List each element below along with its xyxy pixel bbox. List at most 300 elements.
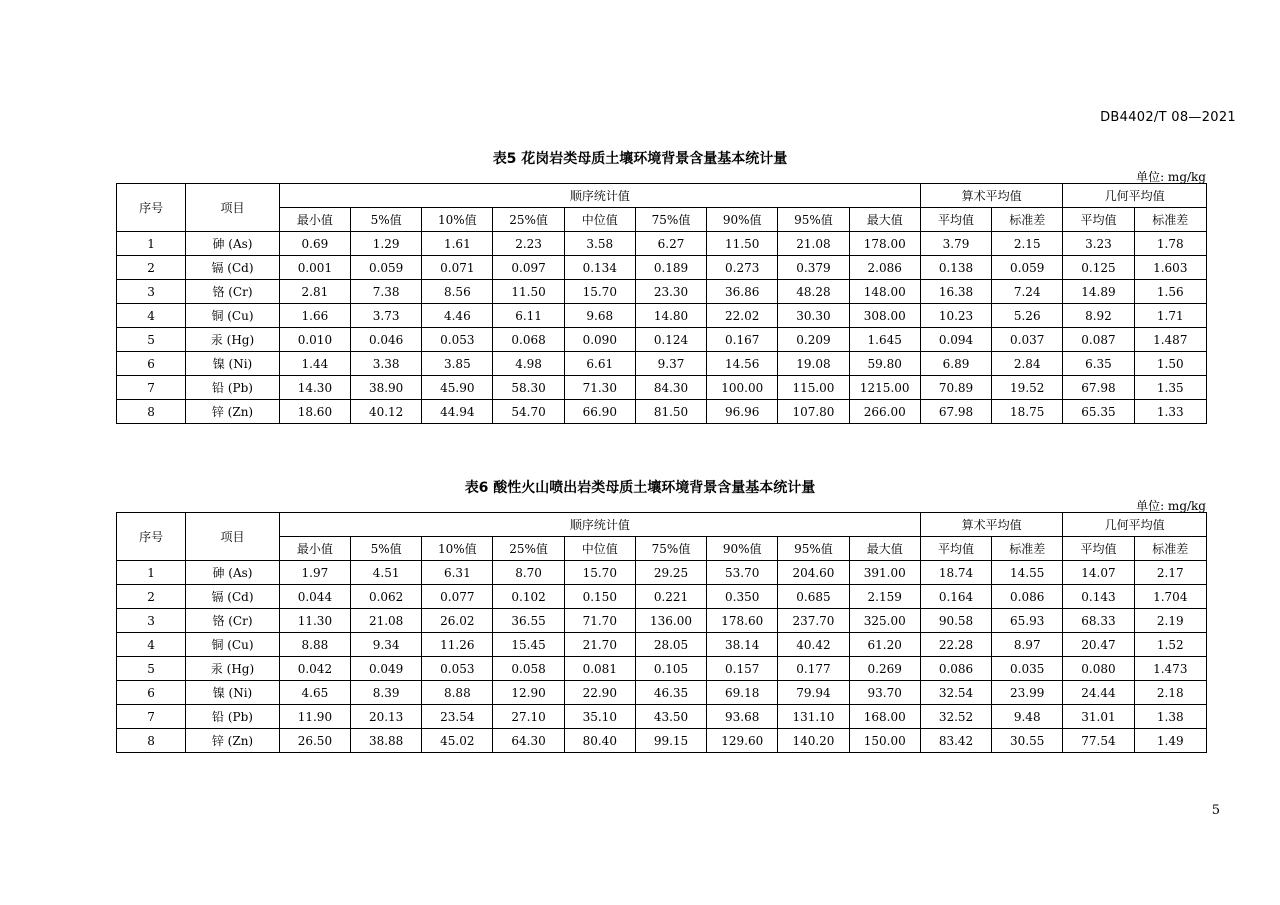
table-row [117,280,1207,304]
row-value: 1.61 [422,232,493,256]
row-value: 0.209 [778,328,849,352]
row-value: 0.001 [279,256,350,280]
header-order-col: 75%值 [635,537,706,561]
row-value: 64.30 [493,729,564,753]
row-value: 2.19 [1134,609,1206,633]
header-order-col: 5%值 [351,537,422,561]
row-value: 22.02 [707,304,778,328]
row-value: 2.159 [849,585,920,609]
row-value: 38.88 [351,729,422,753]
header-row-columns [117,537,1207,561]
header-arith-mean: 算术平均值 [920,513,1062,537]
header-geom-mean: 几何平均值 [1063,184,1207,208]
row-value: 0.077 [422,585,493,609]
row-value: 6.11 [493,304,564,328]
row-value: 18.74 [920,561,991,585]
row-value: 11.90 [279,705,350,729]
header-geom-mean: 几何平均值 [1063,513,1207,537]
table-row [117,400,1207,424]
row-value: 1.645 [849,328,920,352]
row-value: 43.50 [635,705,706,729]
header-geom-col: 平均值 [1063,537,1134,561]
row-value: 8.92 [1063,304,1134,328]
header-row-group [117,513,1207,537]
row-value: 0.269 [849,657,920,681]
row-value: 1.603 [1134,256,1206,280]
row-value: 12.90 [493,681,564,705]
row-value: 21.08 [351,609,422,633]
row-value: 48.28 [778,280,849,304]
row-item: 锌 (Zn) [186,729,280,753]
header-order-col: 95%值 [778,537,849,561]
row-value: 2.23 [493,232,564,256]
row-value: 3.23 [1063,232,1134,256]
row-value: 1.44 [279,352,350,376]
header-item: 项目 [186,184,280,232]
header-arith-col: 平均值 [920,208,991,232]
row-value: 131.10 [778,705,849,729]
row-value: 1.33 [1134,400,1206,424]
row-value: 93.68 [707,705,778,729]
row-value: 58.30 [493,376,564,400]
row-item: 汞 (Hg) [186,657,280,681]
row-value: 35.10 [564,705,635,729]
row-value: 19.52 [992,376,1063,400]
row-seq: 4 [117,304,186,328]
row-value: 4.65 [279,681,350,705]
header-geom-col: 标准差 [1134,537,1206,561]
row-seq: 4 [117,633,186,657]
header-order-col: 5%值 [351,208,422,232]
row-value: 100.00 [707,376,778,400]
row-item: 铅 (Pb) [186,705,280,729]
header-order-stats: 顺序统计值 [279,184,920,208]
row-value: 0.086 [992,585,1063,609]
row-value: 3.73 [351,304,422,328]
row-value: 178.00 [849,232,920,256]
header-order-col: 最大值 [849,537,920,561]
row-value: 0.125 [1063,256,1134,280]
header-order-col: 中位值 [564,537,635,561]
row-value: 107.80 [778,400,849,424]
row-value: 32.54 [920,681,991,705]
header-order-stats: 顺序统计值 [279,513,920,537]
row-value: 325.00 [849,609,920,633]
row-value: 0.090 [564,328,635,352]
row-value: 81.50 [635,400,706,424]
row-value: 8.88 [422,681,493,705]
row-value: 45.90 [422,376,493,400]
row-value: 40.12 [351,400,422,424]
row-seq: 6 [117,681,186,705]
row-value: 0.058 [493,657,564,681]
row-value: 8.97 [992,633,1063,657]
row-value: 1.50 [1134,352,1206,376]
table6-title: 表6 酸性火山喷出岩类母质土壤环境背景含量基本统计量 [464,480,816,496]
row-value: 6.61 [564,352,635,376]
header-row-columns [117,208,1207,232]
row-value: 0.379 [778,256,849,280]
row-item: 铬 (Cr) [186,280,280,304]
row-item: 铅 (Pb) [186,376,280,400]
row-value: 148.00 [849,280,920,304]
row-value: 1.35 [1134,376,1206,400]
row-value: 45.02 [422,729,493,753]
row-seq: 8 [117,729,186,753]
row-value: 59.80 [849,352,920,376]
header-order-col: 最小值 [279,208,350,232]
row-value: 26.50 [279,729,350,753]
header-arith-col: 平均值 [920,537,991,561]
row-value: 54.70 [493,400,564,424]
table-row [117,705,1207,729]
row-value: 79.94 [778,681,849,705]
row-item: 镍 (Ni) [186,352,280,376]
header-arith-col: 标准差 [992,537,1063,561]
row-value: 21.70 [564,633,635,657]
table-row [117,328,1207,352]
row-value: 4.98 [493,352,564,376]
row-value: 68.33 [1063,609,1134,633]
table-row [117,304,1207,328]
table-row [117,352,1207,376]
header-order-col: 95%值 [778,208,849,232]
row-value: 4.51 [351,561,422,585]
row-item: 汞 (Hg) [186,328,280,352]
row-item: 砷 (As) [186,232,280,256]
row-value: 38.90 [351,376,422,400]
table-row [117,657,1207,681]
row-value: 71.70 [564,609,635,633]
row-item: 铜 (Cu) [186,633,280,657]
row-value: 14.56 [707,352,778,376]
header-row-group [117,184,1207,208]
table5-title: 表5 花岗岩类母质土壤环境背景含量基本统计量 [492,151,788,167]
row-value: 2.17 [1134,561,1206,585]
table-row [117,633,1207,657]
row-value: 129.60 [707,729,778,753]
row-value: 23.30 [635,280,706,304]
row-value: 67.98 [920,400,991,424]
row-seq: 7 [117,376,186,400]
row-value: 2.086 [849,256,920,280]
row-value: 1.38 [1134,705,1206,729]
row-value: 61.20 [849,633,920,657]
row-value: 84.30 [635,376,706,400]
row-value: 83.42 [920,729,991,753]
page-number: 5 [1211,803,1220,818]
row-value: 0.044 [279,585,350,609]
header-geom-col: 平均值 [1063,208,1134,232]
row-value: 0.69 [279,232,350,256]
row-value: 204.60 [778,561,849,585]
row-value: 0.087 [1063,328,1134,352]
row-value: 1.52 [1134,633,1206,657]
table-row [117,609,1207,633]
row-seq: 5 [117,328,186,352]
row-seq: 7 [117,705,186,729]
row-value: 22.28 [920,633,991,657]
row-value: 1.71 [1134,304,1206,328]
row-value: 16.38 [920,280,991,304]
row-value: 36.86 [707,280,778,304]
header-order-col: 中位值 [564,208,635,232]
row-value: 1.97 [279,561,350,585]
row-value: 1215.00 [849,376,920,400]
row-value: 0.167 [707,328,778,352]
row-value: 6.89 [920,352,991,376]
row-value: 53.70 [707,561,778,585]
row-value: 0.053 [422,328,493,352]
header-arith-col: 标准差 [992,208,1063,232]
row-value: 1.473 [1134,657,1206,681]
row-item: 锌 (Zn) [186,400,280,424]
row-value: 96.96 [707,400,778,424]
row-value: 9.37 [635,352,706,376]
row-value: 0.102 [493,585,564,609]
row-value: 0.046 [351,328,422,352]
row-value: 237.70 [778,609,849,633]
row-value: 3.85 [422,352,493,376]
row-item: 镉 (Cd) [186,256,280,280]
table-row [117,681,1207,705]
row-value: 46.35 [635,681,706,705]
row-value: 22.90 [564,681,635,705]
row-value: 0.071 [422,256,493,280]
row-value: 40.42 [778,633,849,657]
table6 [116,512,1207,753]
row-value: 3.79 [920,232,991,256]
row-value: 30.55 [992,729,1063,753]
row-value: 0.049 [351,657,422,681]
row-item: 镉 (Cd) [186,585,280,609]
row-value: 29.25 [635,561,706,585]
row-value: 20.47 [1063,633,1134,657]
row-value: 9.68 [564,304,635,328]
row-value: 0.150 [564,585,635,609]
header-seq: 序号 [117,513,186,561]
row-value: 77.54 [1063,729,1134,753]
row-seq: 1 [117,232,186,256]
row-value: 0.273 [707,256,778,280]
row-value: 8.88 [279,633,350,657]
row-value: 3.58 [564,232,635,256]
row-seq: 2 [117,256,186,280]
row-value: 80.40 [564,729,635,753]
row-value: 3.38 [351,352,422,376]
row-value: 24.44 [1063,681,1134,705]
header-order-col: 25%值 [493,208,564,232]
table-row [117,256,1207,280]
row-value: 11.26 [422,633,493,657]
row-value: 14.89 [1063,280,1134,304]
row-value: 31.01 [1063,705,1134,729]
row-value: 1.49 [1134,729,1206,753]
row-value: 1.487 [1134,328,1206,352]
row-value: 0.037 [992,328,1063,352]
row-value: 0.094 [920,328,991,352]
row-value: 69.18 [707,681,778,705]
row-value: 99.15 [635,729,706,753]
row-value: 15.45 [493,633,564,657]
row-item: 砷 (As) [186,561,280,585]
row-value: 11.30 [279,609,350,633]
row-value: 2.15 [992,232,1063,256]
row-value: 11.50 [707,232,778,256]
row-value: 21.08 [778,232,849,256]
row-value: 0.042 [279,657,350,681]
row-seq: 2 [117,585,186,609]
row-value: 0.068 [493,328,564,352]
row-value: 18.60 [279,400,350,424]
row-value: 0.053 [422,657,493,681]
header-seq: 序号 [117,184,186,232]
row-value: 150.00 [849,729,920,753]
table-row [117,561,1207,585]
table6-unit: 单位: mg/kg [1136,499,1206,513]
row-value: 5.26 [992,304,1063,328]
row-value: 15.70 [564,280,635,304]
row-value: 1.66 [279,304,350,328]
row-seq: 8 [117,400,186,424]
row-seq: 3 [117,609,186,633]
row-value: 26.02 [422,609,493,633]
header-order-col: 25%值 [493,537,564,561]
row-value: 178.60 [707,609,778,633]
row-value: 0.350 [707,585,778,609]
row-value: 140.20 [778,729,849,753]
row-value: 2.18 [1134,681,1206,705]
row-value: 1.78 [1134,232,1206,256]
row-value: 14.30 [279,376,350,400]
row-value: 23.99 [992,681,1063,705]
row-value: 1.29 [351,232,422,256]
row-seq: 6 [117,352,186,376]
row-value: 0.134 [564,256,635,280]
row-value: 67.98 [1063,376,1134,400]
header-arith-mean: 算术平均值 [920,184,1062,208]
row-value: 90.58 [920,609,991,633]
row-value: 15.70 [564,561,635,585]
row-seq: 5 [117,657,186,681]
row-value: 0.080 [1063,657,1134,681]
row-value: 14.80 [635,304,706,328]
row-value: 23.54 [422,705,493,729]
row-value: 70.89 [920,376,991,400]
row-value: 0.059 [351,256,422,280]
row-item: 铜 (Cu) [186,304,280,328]
document-code: DB4402/T 08—2021 [1100,110,1236,125]
table5-unit: 单位: mg/kg [1136,170,1206,184]
row-value: 8.56 [422,280,493,304]
row-value: 8.39 [351,681,422,705]
header-order-col: 10%值 [422,537,493,561]
header-order-col: 75%值 [635,208,706,232]
table-row [117,585,1207,609]
row-value: 0.081 [564,657,635,681]
row-value: 20.13 [351,705,422,729]
row-value: 44.94 [422,400,493,424]
row-seq: 1 [117,561,186,585]
table-row [117,232,1207,256]
row-value: 0.164 [920,585,991,609]
row-value: 28.05 [635,633,706,657]
row-value: 93.70 [849,681,920,705]
row-seq: 3 [117,280,186,304]
header-order-col: 最小值 [279,537,350,561]
table-row [117,376,1207,400]
row-value: 32.52 [920,705,991,729]
row-value: 168.00 [849,705,920,729]
row-value: 0.189 [635,256,706,280]
row-value: 2.84 [992,352,1063,376]
row-value: 0.157 [707,657,778,681]
table5 [116,183,1207,424]
row-value: 0.105 [635,657,706,681]
row-value: 6.27 [635,232,706,256]
row-value: 10.23 [920,304,991,328]
row-value: 14.07 [1063,561,1134,585]
row-value: 8.70 [493,561,564,585]
row-value: 18.75 [992,400,1063,424]
row-value: 0.059 [992,256,1063,280]
row-value: 14.55 [992,561,1063,585]
header-order-col: 10%值 [422,208,493,232]
row-value: 38.14 [707,633,778,657]
row-value: 19.08 [778,352,849,376]
row-value: 65.35 [1063,400,1134,424]
row-value: 391.00 [849,561,920,585]
header-order-col: 90%值 [707,537,778,561]
header-geom-col: 标准差 [1134,208,1206,232]
row-value: 0.138 [920,256,991,280]
row-value: 65.93 [992,609,1063,633]
row-value: 0.097 [493,256,564,280]
row-value: 0.177 [778,657,849,681]
table-row [117,729,1207,753]
row-value: 0.086 [920,657,991,681]
row-value: 2.81 [279,280,350,304]
row-item: 镍 (Ni) [186,681,280,705]
row-value: 9.34 [351,633,422,657]
row-value: 0.685 [778,585,849,609]
row-value: 11.50 [493,280,564,304]
row-value: 115.00 [778,376,849,400]
row-value: 9.48 [992,705,1063,729]
row-value: 4.46 [422,304,493,328]
row-value: 0.124 [635,328,706,352]
row-value: 71.30 [564,376,635,400]
row-value: 36.55 [493,609,564,633]
row-value: 6.35 [1063,352,1134,376]
row-value: 0.221 [635,585,706,609]
row-value: 136.00 [635,609,706,633]
row-value: 7.38 [351,280,422,304]
header-order-col: 90%值 [707,208,778,232]
row-value: 1.56 [1134,280,1206,304]
row-value: 27.10 [493,705,564,729]
row-value: 0.035 [992,657,1063,681]
row-value: 7.24 [992,280,1063,304]
row-value: 0.010 [279,328,350,352]
row-value: 0.062 [351,585,422,609]
row-value: 308.00 [849,304,920,328]
header-item: 项目 [186,513,280,561]
row-value: 30.30 [778,304,849,328]
row-item: 铬 (Cr) [186,609,280,633]
row-value: 66.90 [564,400,635,424]
row-value: 6.31 [422,561,493,585]
